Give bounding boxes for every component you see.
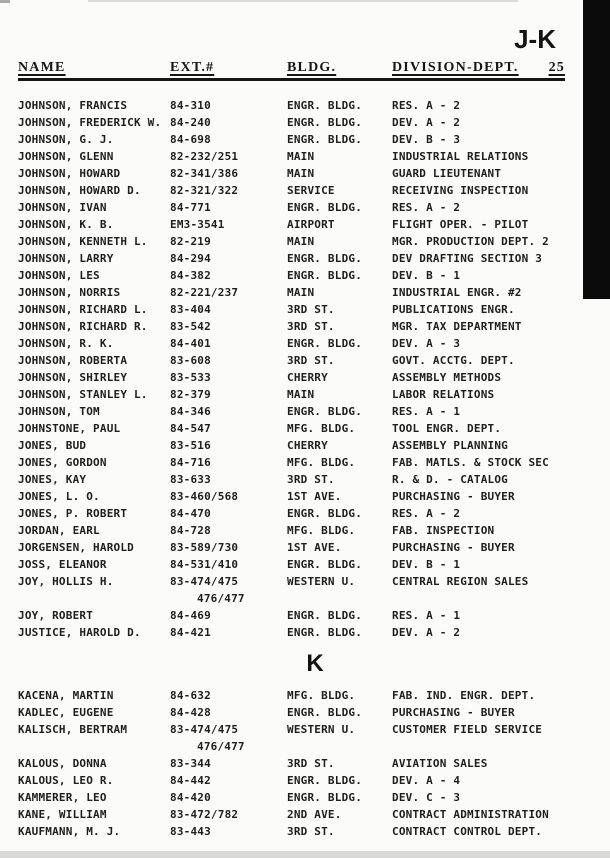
table-row: [18, 233, 570, 250]
dept-cell: ASSEMBLY METHODS: [392, 371, 502, 384]
dept-cell: CONTRACT CONTROL DEPT.: [392, 825, 543, 838]
ext-cell: 83-516: [170, 439, 211, 452]
ext-cell: 84-428: [170, 706, 211, 719]
ext-cell: 83-344: [170, 757, 211, 770]
dept-cell: GUARD LIEUTENANT: [392, 167, 502, 180]
ext-cell: 83-633: [170, 473, 211, 486]
table-row: [18, 823, 570, 840]
bldg-cell: ENGR. BLDG.: [287, 626, 363, 639]
table-row: [18, 97, 570, 114]
table-row: [18, 522, 570, 539]
table-row: [18, 772, 570, 789]
dept-cell: INDUSTRIAL ENGR. #2: [392, 286, 522, 299]
table-row: [18, 216, 570, 233]
dept-cell: RES. A - 2: [392, 507, 461, 520]
name-cell: KAMMERER, LEO: [18, 791, 107, 804]
column-header-division-dept: DIVISION-DEPT.: [392, 60, 519, 75]
bldg-cell: ENGR. BLDG.: [287, 609, 363, 622]
bldg-cell: 3RD ST.: [287, 757, 335, 770]
name-cell: JOHNSON, KENNETH L.: [18, 235, 148, 248]
table-row: [18, 755, 570, 772]
bldg-cell: 1ST AVE.: [287, 490, 342, 503]
table-row: [18, 471, 570, 488]
name-cell: JUSTICE, HAROLD D.: [18, 626, 141, 639]
table-row: [18, 131, 570, 148]
table-row: [18, 607, 570, 624]
bldg-cell: 3RD ST.: [287, 825, 335, 838]
table-row: [18, 335, 570, 352]
scan-artifact-bottom-strip: [0, 851, 610, 858]
dept-cell: FAB. IND. ENGR. DEPT.: [392, 689, 536, 702]
table-row: [18, 624, 570, 641]
dept-cell: DEV. A - 3: [392, 337, 461, 350]
bldg-cell: MFG. BLDG.: [287, 689, 356, 702]
bldg-cell: MFG. BLDG.: [287, 456, 356, 469]
section-header: K: [306, 650, 324, 677]
section-tab-label: J-K: [514, 24, 556, 54]
dept-cell: RES. A - 2: [392, 99, 461, 112]
name-cell: KANE, WILLIAM: [18, 808, 107, 821]
bldg-cell: ENGR. BLDG.: [287, 405, 363, 418]
table-row: [18, 284, 570, 301]
column-header-name: NAME: [18, 60, 66, 75]
ext-cell: 84-716: [170, 456, 211, 469]
table-row: [18, 590, 570, 607]
bldg-cell: ENGR. BLDG.: [287, 706, 363, 719]
bldg-cell: MAIN: [287, 235, 315, 248]
dept-cell: INDUSTRIAL RELATIONS: [392, 150, 529, 163]
bldg-cell: ENGR. BLDG.: [287, 116, 363, 129]
bldg-cell: 3RD ST.: [287, 473, 335, 486]
table-row: [18, 301, 570, 318]
name-cell: JOHNSON, K. B.: [18, 218, 114, 231]
dept-cell: RECEIVING INSPECTION: [392, 184, 529, 197]
bldg-cell: ENGR. BLDG.: [287, 558, 363, 571]
name-cell: JOHNSON, HOWARD D.: [18, 184, 141, 197]
dept-cell: CONTRACT ADMINISTRATION: [392, 808, 549, 821]
table-row: [18, 403, 570, 420]
name-cell: KALOUS, DONNA: [18, 757, 107, 770]
ext-cell: 84-346: [170, 405, 211, 418]
page-number: 25: [548, 60, 565, 75]
scan-artifact-right-bar: [583, 0, 610, 299]
ext-cell: 84-728: [170, 524, 211, 537]
table-row: [18, 806, 570, 823]
dept-cell: MGR. PRODUCTION DEPT. 2: [392, 235, 549, 248]
ext-cell: 84-771: [170, 201, 211, 214]
dept-cell: DEV. B - 1: [392, 558, 461, 571]
dept-cell: R. & D. - CATALOG: [392, 473, 508, 486]
bldg-cell: ENGR. BLDG.: [287, 269, 363, 282]
bldg-cell: ENGR. BLDG.: [287, 791, 363, 804]
dept-cell: MGR. TAX DEPARTMENT: [392, 320, 522, 333]
table-row: [18, 352, 570, 369]
name-cell: JOY, ROBERT: [18, 609, 94, 622]
column-header-bldg: BLDG.: [287, 60, 337, 75]
bldg-cell: MAIN: [287, 150, 315, 163]
ext-cell: 84-294: [170, 252, 211, 265]
table-row: [18, 114, 570, 131]
name-cell: KADLEC, EUGENE: [18, 706, 114, 719]
table-row: [18, 454, 570, 471]
bldg-cell: 3RD ST.: [287, 320, 335, 333]
name-cell: JOHNSON, R. K.: [18, 337, 114, 350]
name-cell: KALOUS, LEO R.: [18, 774, 114, 787]
ext-cell: 84-547: [170, 422, 211, 435]
ext-cell: 84-470: [170, 507, 211, 520]
ext-cell: 83-589/730: [170, 541, 239, 554]
bldg-cell: ENGR. BLDG.: [287, 774, 363, 787]
bldg-cell: MFG. BLDG.: [287, 524, 356, 537]
ext-cell: 476/477: [197, 740, 245, 753]
table-row: [18, 738, 570, 755]
ext-cell: 83-472/782: [170, 808, 239, 821]
table-row: [18, 199, 570, 216]
ext-cell: 83-608: [170, 354, 211, 367]
ext-cell: 476/477: [197, 592, 245, 605]
bldg-cell: 3RD ST.: [287, 354, 335, 367]
name-cell: JOHNSON, RICHARD L.: [18, 303, 148, 316]
bldg-cell: MAIN: [287, 167, 315, 180]
dept-cell: PUBLICATIONS ENGR.: [392, 303, 515, 316]
bldg-cell: WESTERN U.: [287, 723, 356, 736]
name-cell: JOY, HOLLIS H.: [18, 575, 114, 588]
name-cell: [18, 738, 170, 755]
dept-cell: FAB. INSPECTION: [392, 524, 495, 537]
table-row: [18, 318, 570, 335]
name-cell: JONES, BUD: [18, 439, 87, 452]
table-row: [18, 165, 570, 182]
dept-cell: PURCHASING - BUYER: [392, 706, 515, 719]
table-row: [18, 182, 570, 199]
bldg-cell: 3RD ST.: [287, 303, 335, 316]
ext-cell: 82-341/386: [170, 167, 239, 180]
ext-cell: 83-460/568: [170, 490, 239, 503]
table-row: [18, 539, 570, 556]
table-row: [18, 386, 570, 403]
dept-cell: RES. A - 2: [392, 201, 461, 214]
dept-cell: AVIATION SALES: [392, 757, 488, 770]
bldg-cell: WESTERN U.: [287, 575, 356, 588]
table-row: [18, 789, 570, 806]
name-cell: KAUFMANN, M. J.: [18, 825, 121, 838]
ext-cell: 84-469: [170, 609, 211, 622]
ext-cell: 82-321/322: [170, 184, 239, 197]
name-cell: KACENA, MARTIN: [18, 689, 114, 702]
bldg-cell: AIRPORT: [287, 218, 335, 231]
ext-cell: 83-443: [170, 825, 211, 838]
name-cell: JOHNSON, SHIRLEY: [18, 371, 128, 384]
bldg-cell: ENGR. BLDG.: [287, 133, 363, 146]
dept-cell: DEV DRAFTING SECTION 3: [392, 252, 543, 265]
ext-cell: 83-533: [170, 371, 211, 384]
name-cell: JOHNSON, STANLEY L.: [18, 388, 148, 401]
dept-cell: [392, 738, 570, 755]
bldg-cell: ENGR. BLDG.: [287, 201, 363, 214]
table-row: [18, 573, 570, 590]
ext-cell: 84-531/410: [170, 558, 239, 571]
dept-cell: FLIGHT OPER. - PILOT: [392, 218, 529, 231]
bldg-cell: 1ST AVE.: [287, 541, 342, 554]
name-cell: JOHNSON, FREDERICK W.: [18, 116, 162, 129]
name-cell: JONES, KAY: [18, 473, 87, 486]
ext-cell: 84-698: [170, 133, 211, 146]
directory-sections: [18, 97, 570, 840]
name-cell: JOHNSON, RICHARD R.: [18, 320, 148, 333]
bldg-cell: CHERRY: [287, 371, 328, 384]
ext-cell: EM3-3541: [170, 218, 225, 231]
dept-cell: DEV. A - 4: [392, 774, 461, 787]
column-header-row: [18, 60, 565, 81]
table-row: [18, 267, 570, 284]
bldg-cell: MAIN: [287, 286, 315, 299]
ext-cell: 83-542: [170, 320, 211, 333]
name-cell: JORDAN, EARL: [18, 524, 100, 537]
name-cell: JOHNSON, LARRY: [18, 252, 114, 265]
bldg-cell: SERVICE: [287, 184, 335, 197]
ext-cell: 82-232/251: [170, 150, 239, 163]
dept-cell: ASSEMBLY PLANNING: [392, 439, 508, 452]
dept-cell: DEV. C - 3: [392, 791, 461, 804]
dept-cell: CUSTOMER FIELD SERVICE: [392, 723, 543, 736]
dept-cell: RES. A - 1: [392, 405, 461, 418]
name-cell: JORGENSEN, HAROLD: [18, 541, 134, 554]
table-row: [18, 687, 570, 704]
table-row: [18, 437, 570, 454]
table-row: [18, 488, 570, 505]
scan-artifact-top-left: [0, 0, 10, 3]
dept-cell: PURCHASING - BUYER: [392, 490, 515, 503]
column-header-ext: EXT.#: [170, 60, 215, 75]
name-cell: JOHNSON, NORRIS: [18, 286, 121, 299]
ext-cell: 84-401: [170, 337, 211, 350]
dept-cell: TOOL ENGR. DEPT.: [392, 422, 502, 435]
ext-cell: 84-421: [170, 626, 211, 639]
table-row: [18, 420, 570, 437]
bldg-cell: ENGR. BLDG.: [287, 337, 363, 350]
table-row: [18, 505, 570, 522]
dept-cell: DEV. A - 2: [392, 626, 461, 639]
table-row: [18, 148, 570, 165]
name-cell: JOHNSON, LES: [18, 269, 100, 282]
ext-cell: 82-379: [170, 388, 211, 401]
dept-cell: [392, 590, 570, 607]
bldg-cell: [287, 738, 392, 755]
ext-cell: 84-632: [170, 689, 211, 702]
dept-cell: FAB. MATLS. & STOCK SEC: [392, 456, 549, 469]
ext-cell: 83-404: [170, 303, 211, 316]
ext-cell: 84-382: [170, 269, 211, 282]
ext-cell: 82-219: [170, 235, 211, 248]
bldg-cell: ENGR. BLDG.: [287, 99, 363, 112]
name-cell: JOSS, ELEANOR: [18, 558, 107, 571]
dept-cell: DEV. B - 3: [392, 133, 461, 146]
ext-cell: 84-310: [170, 99, 211, 112]
ext-cell: 83-474/475: [170, 575, 239, 588]
table-row: [18, 369, 570, 386]
bldg-cell: CHERRY: [287, 439, 328, 452]
name-cell: KALISCH, BERTRAM: [18, 723, 128, 736]
scan-artifact-top-streak: [88, 0, 518, 2]
name-cell: JOHNSTONE, PAUL: [18, 422, 121, 435]
ext-cell: 84-420: [170, 791, 211, 804]
name-cell: JOHNSON, HOWARD: [18, 167, 121, 180]
dept-cell: GOVT. ACCTG. DEPT.: [392, 354, 515, 367]
bldg-cell: ENGR. BLDG.: [287, 252, 363, 265]
name-cell: JONES, L. O.: [18, 490, 100, 503]
dept-cell: CENTRAL REGION SALES: [392, 575, 529, 588]
name-cell: JOHNSON, TOM: [18, 405, 100, 418]
table-row: [18, 704, 570, 721]
name-cell: JOHNSON, IVAN: [18, 201, 107, 214]
table-row: [18, 556, 570, 573]
bldg-cell: MFG. BLDG.: [287, 422, 356, 435]
bldg-cell: ENGR. BLDG.: [287, 507, 363, 520]
dept-cell: DEV. A - 2: [392, 116, 461, 129]
table-row: [18, 250, 570, 267]
ext-cell: 84-442: [170, 774, 211, 787]
dept-cell: LABOR RELATIONS: [392, 388, 495, 401]
name-cell: [18, 590, 170, 607]
dept-cell: PURCHASING - BUYER: [392, 541, 515, 554]
name-cell: JONES, P. ROBERT: [18, 507, 128, 520]
ext-cell: 82-221/237: [170, 286, 239, 299]
name-cell: JONES, GORDON: [18, 456, 107, 469]
dept-cell: RES. A - 1: [392, 609, 461, 622]
ext-cell: 84-240: [170, 116, 211, 129]
name-cell: JOHNSON, G. J.: [18, 133, 114, 146]
dept-cell: DEV. B - 1: [392, 269, 461, 282]
name-cell: JOHNSON, FRANCIS: [18, 99, 128, 112]
name-cell: JOHNSON, ROBERTA: [18, 354, 128, 367]
name-cell: JOHNSON, GLENN: [18, 150, 114, 163]
bldg-cell: 2ND AVE.: [287, 808, 342, 821]
table-row: [18, 721, 570, 738]
ext-cell: 83-474/475: [170, 723, 239, 736]
bldg-cell: [287, 590, 392, 607]
bldg-cell: MAIN: [287, 388, 315, 401]
